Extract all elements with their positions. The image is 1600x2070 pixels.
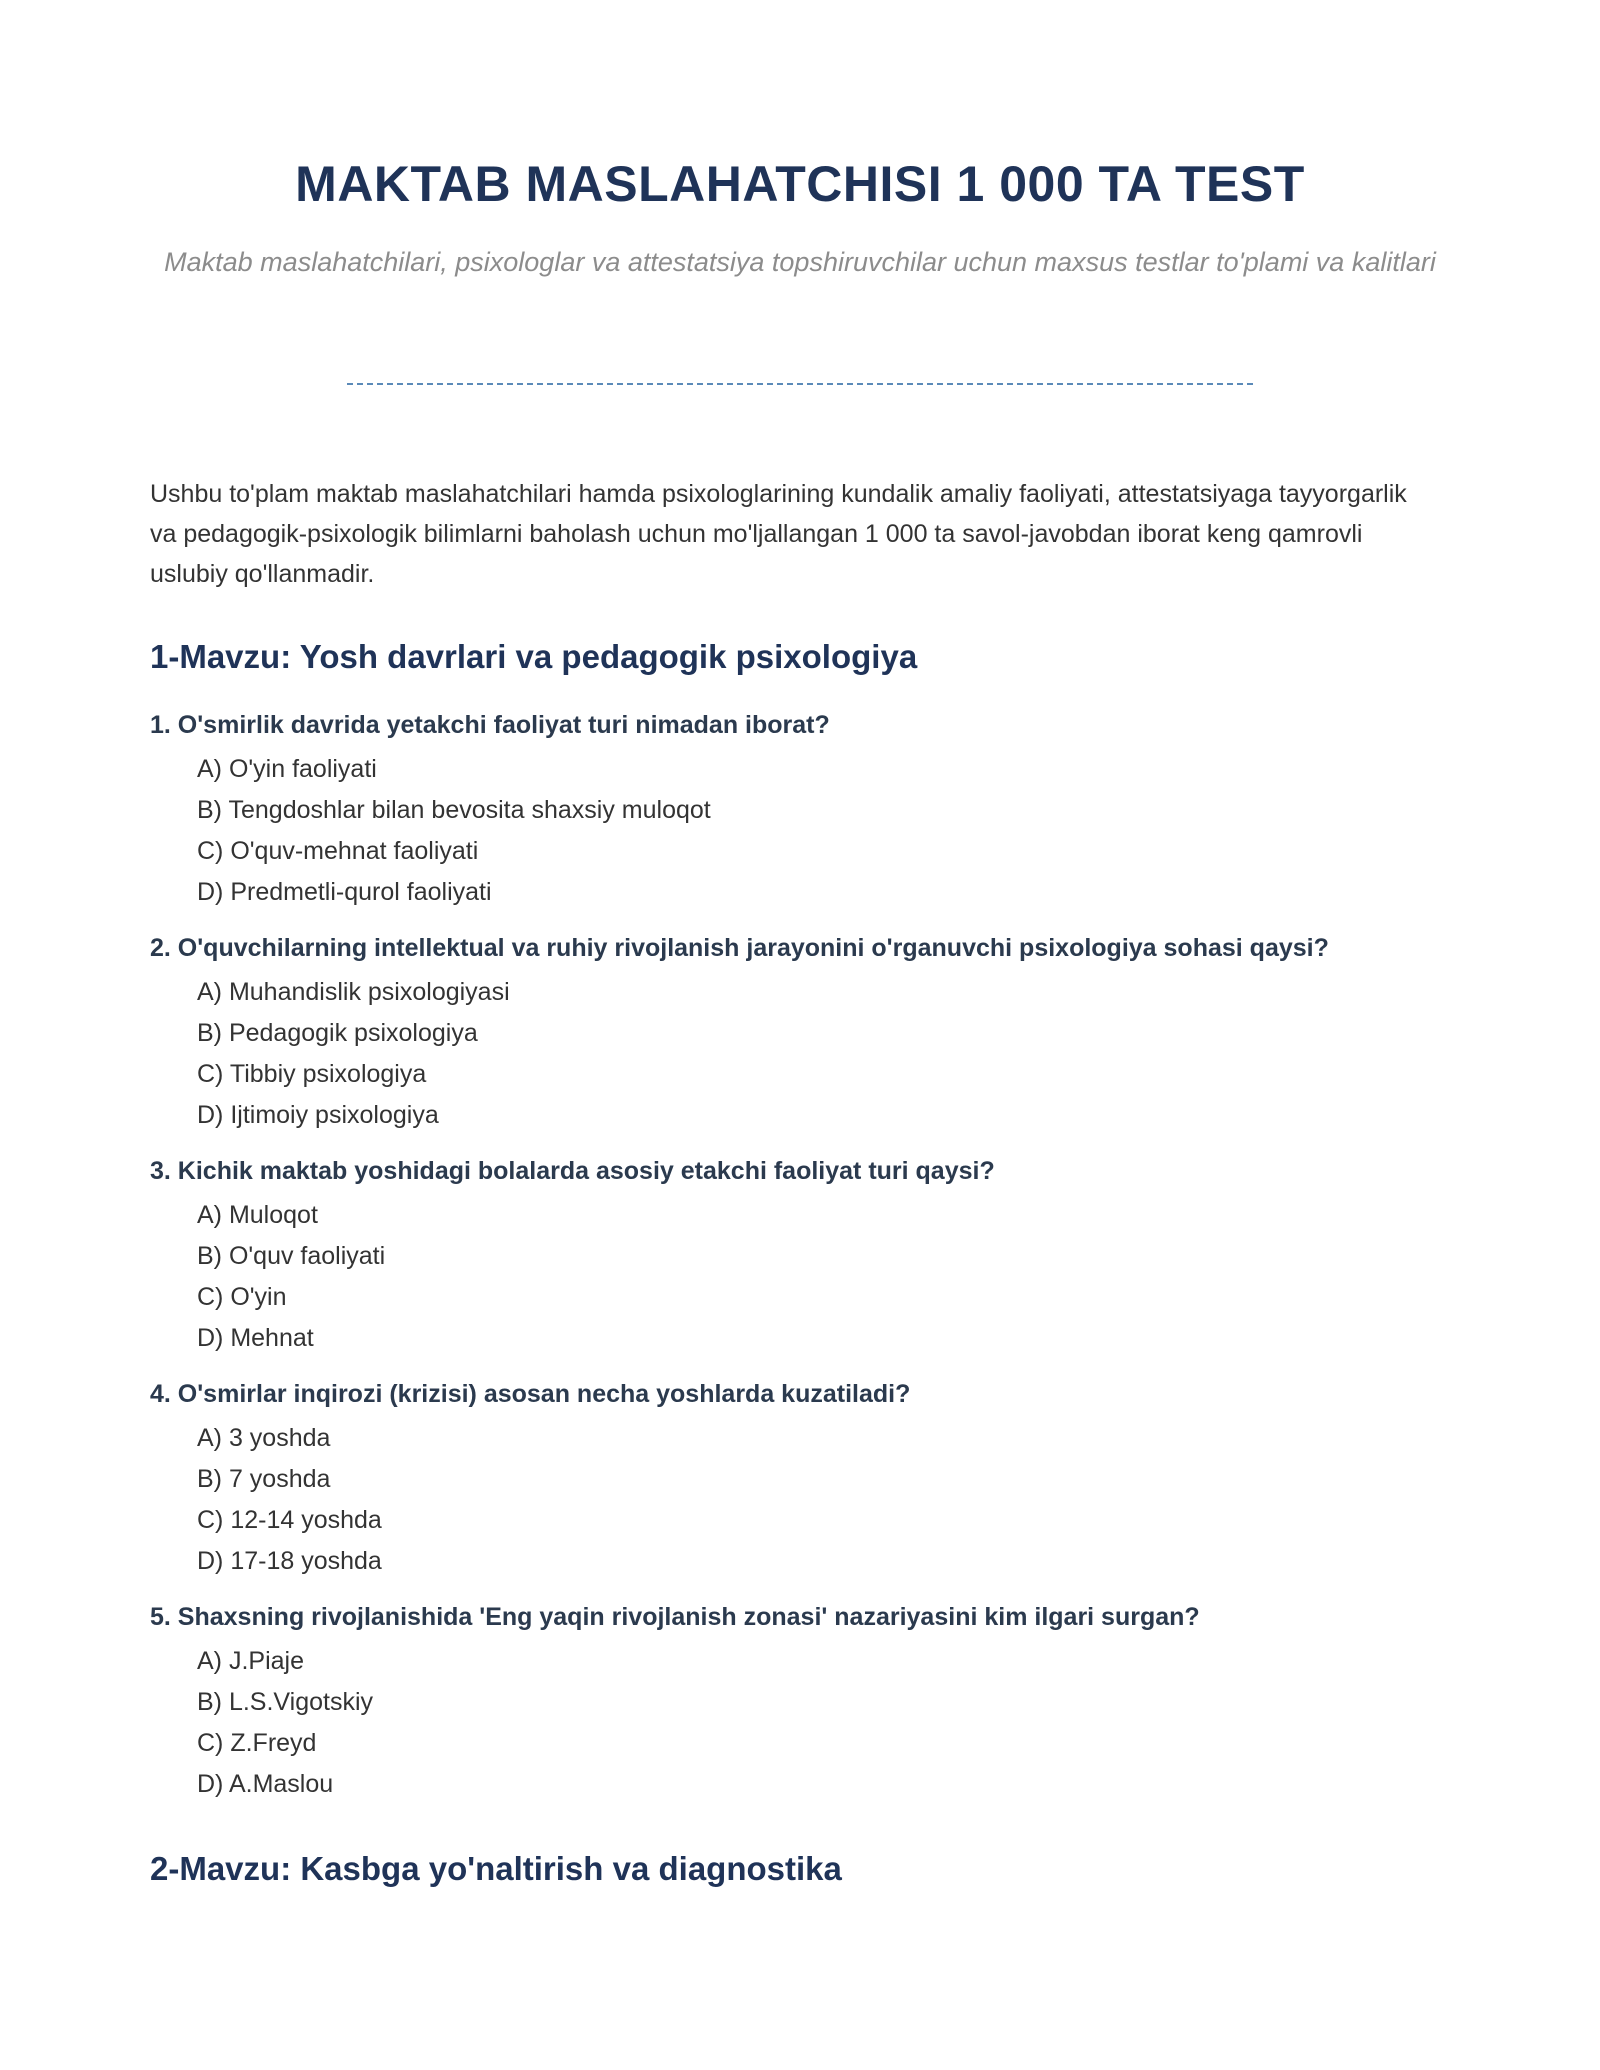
intro-paragraph: Ushbu to'plam maktab maslahatchilari hamda psixologlarining kundalik amaliy faoliyati, attestatsiyaga tayyorgarlik va pedagogik-psixologik bilimlarni baholash uchun mo'ljallangan 1 000 ta savol-javobdan iborat keng qamrovli uslubiy qo'llanmadir. xyxy=(150,480,1407,588)
answer-option-d[interactable]: D) A.Maslou xyxy=(197,1770,334,1798)
answer-option-a[interactable]: A) J.Piaje xyxy=(197,1647,304,1675)
answer-option-d[interactable]: D) 17-18 yoshda xyxy=(197,1547,382,1575)
question-1 xyxy=(150,708,1450,913)
answer-option-c[interactable]: C) Z.Freyd xyxy=(197,1729,317,1757)
answer-option-c[interactable]: C) Tibbiy psixologiya xyxy=(197,1060,427,1088)
section-heading-1: 1-Mavzu: Yosh davrlari va pedagogik psixologiya xyxy=(150,638,918,675)
question-text: 5. Shaxsning rivojlanishida 'Eng yaqin rivojlanish zonasi' nazariyasini kim ilgari surgan? xyxy=(150,1603,1200,1631)
document-title: MAKTAB MASLAHATCHISI 1 000 TA TEST xyxy=(295,156,1305,212)
answer-option-a[interactable]: A) Muhandislik psixologiyasi xyxy=(197,978,510,1006)
question-text: 3. Kichik maktab yoshidagi bolalarda asosiy etakchi faoliyat turi qaysi? xyxy=(150,1157,995,1185)
answer-option-b[interactable]: B) L.S.Vigotskiy xyxy=(197,1688,374,1716)
dashed-divider xyxy=(347,383,1253,385)
question-2 xyxy=(150,931,1450,1136)
answer-option-c[interactable]: C) 12-14 yoshda xyxy=(197,1506,382,1534)
answer-option-a[interactable]: A) 3 yoshda xyxy=(197,1424,331,1452)
section-heading-2: 2-Mavzu: Kasbga yo'naltirish va diagnostika xyxy=(150,1850,842,1887)
question-5 xyxy=(150,1600,1450,1805)
question-4 xyxy=(150,1377,1450,1582)
answer-option-c[interactable]: C) O'quv-mehnat faoliyati xyxy=(197,837,479,865)
answer-option-d[interactable]: D) Predmetli-qurol faoliyati xyxy=(197,878,492,906)
answer-option-d[interactable]: D) Ijtimoiy psixologiya xyxy=(197,1101,439,1129)
question-text: 2. O'quvchilarning intellektual va ruhiy rivojlanish jarayonini o'rganuvchi psixologiya sohasi qaysi? xyxy=(150,934,1329,962)
answer-option-a[interactable]: A) O'yin faoliyati xyxy=(197,755,377,783)
answer-option-b[interactable]: B) Pedagogik psixologiya xyxy=(197,1019,478,1047)
question-text: 4. O'smirlar inqirozi (krizisi) asosan necha yoshlarda kuzatiladi? xyxy=(150,1380,911,1408)
question-3 xyxy=(150,1154,1450,1359)
document-subtitle: Maktab maslahatchilari, psixologlar va attestatsiya topshiruvchilar uchun maxsus testlar to'plami va kalitlari xyxy=(164,247,1436,277)
answer-option-c[interactable]: C) O'yin xyxy=(197,1283,287,1311)
answer-option-b[interactable]: B) O'quv faoliyati xyxy=(197,1242,386,1270)
answer-option-b[interactable]: B) 7 yoshda xyxy=(197,1465,331,1493)
question-text: 1. O'smirlik davrida yetakchi faoliyat turi nimadan iborat? xyxy=(150,711,830,739)
answer-option-a[interactable]: A) Muloqot xyxy=(197,1201,318,1229)
answer-option-b[interactable]: B) Tengdoshlar bilan bevosita shaxsiy muloqot xyxy=(197,796,711,824)
answer-option-d[interactable]: D) Mehnat xyxy=(197,1324,314,1352)
